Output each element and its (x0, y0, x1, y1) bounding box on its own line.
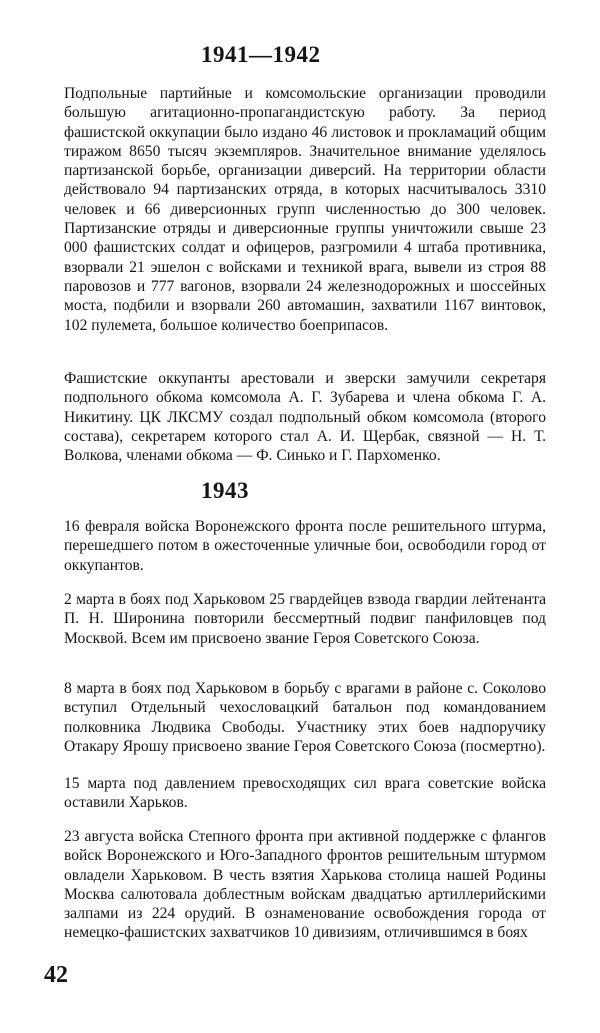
section-heading-1941-1942: 1941—1942 (201, 42, 321, 67)
paragraph-march-8: 8 марта в боях под Харьковом в борьбу с врагами в районе с. Соколово вступил Отдельный чехословацкий батальон под командованием полковника Людвика Свободы. Участнику этих боев надпоручику Отакару Ярошу присвоено звание Героя Советского Союза (посмертно). (64, 680, 546, 755)
paragraph-august-23: 23 августа войска Степного фронта при активной поддержке с флангов войск Воронежского и Юго-Западного фронтов решительным штурмом овладели Харьковом. В честь взятия Харькова столица нашей Родины Москва салютовала доблестным войскам двадцатью артиллерийскими залпами из 224 орудий. В ознаменование освобождения города от немецко-фашистских захватчиков 10 дивизиям, отличившимся в боях (64, 828, 546, 942)
section-heading-1943: 1943 (201, 478, 249, 503)
paragraph-march-2: 2 марта в боях под Харьковом 25 гвардейцев взвода гвардии лейтенанта П. Н. Широнина повторили бессмертный подвиг панфиловцев под Москвой. Всем им присвоено звание Героя Советского Союза. (64, 591, 546, 647)
paragraph-march-15: 15 марта под давлением превосходящих сил врага советские войска оставили Харьков. (64, 775, 546, 812)
paragraph-komsomol-arrests: Фашистские оккупанты арестовали и зверски замучили секретаря подпольного обкома комсомола А. Г. Зубарева и члена обкома Г. А. Никитину. ЦК ЛКСМУ создал подпольный обком комсомола (второго состава), секретарем которого стал А. И. Щербак, связной — Н. Т. Волкова, членами обкома — Ф. Синько и Г. Пархоменко. (64, 370, 546, 465)
paragraph-underground-organizations: Подпольные партийные и комсомольские организации проводили большую агитационно-пропагандистскую работу. За период фашистской оккупации было издано 46 листовок и прокламаций общим тиражом 8650 тысяч экземпляров. Значительное внимание уделялось партизанской борьбе, организации диверсий. На территории области действовало 94 партизанских отряда, в которых насчитывалось 3310 человек и 66 диверсионных групп численностью до 300 человек. Партизанские отряды и диверсионные группы уничтожили свыше 23 000 фашистских солдат и офицеров, разгромили 4 штаба противника, взорвали 21 эшелон с войсками и техникой врага, вывели из строя 88 паровозов и 777 вагонов, взорвали 24 железнодорожных и шоссейных моста, подбили и взорвали 260 автомашин, захватили 1167 винтовок, 102 пулемета, большое количество боеприпасов. (64, 85, 546, 334)
page-number: 42 (44, 962, 68, 988)
paragraph-february-16: 16 февраля войска Воронежского фронта после решительного штурма, перешедшего потом в ожесточенные уличные бои, освободили город от оккупантов. (64, 518, 546, 574)
